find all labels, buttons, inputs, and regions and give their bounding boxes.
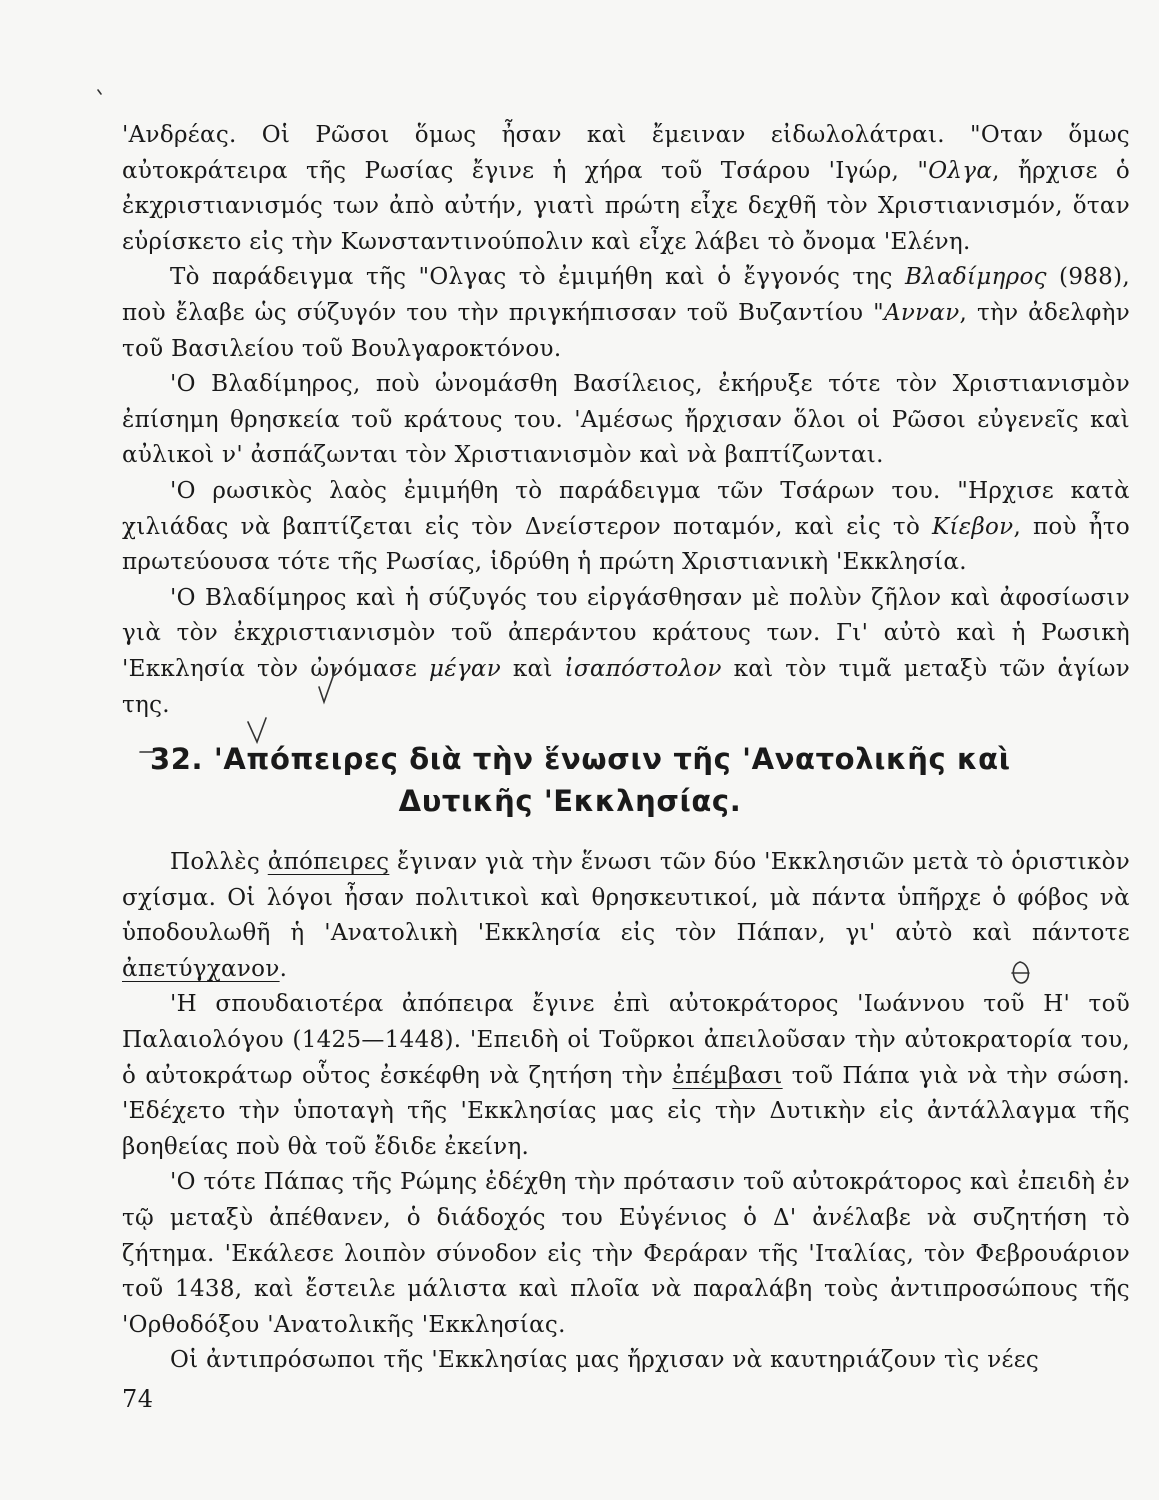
paragraph-text: Τὸ παράδειγμα τῆς "Ολγας τὸ ἐμιμήθη καὶ ὁ ἔγγονός της [170, 264, 905, 291]
italic-term: "Ολγα [917, 157, 993, 184]
paragraph-text: 'Ο τότε Πάπας τῆς Ρώμης ἐδέχθη τὴν πρότασιν τοῦ αὐτοκράτορος καὶ ἐπειδὴ ἐν τῷ μεταξὺ ἀπέθανεν, ὁ διάδοχός του Εὐγένιος ὁ Δ' ἀνέλαβε νὰ συζητήση τὸ ζήτημα. 'Εκάλεσε λοιπὸν σύνοδον εἰς τὴν Φεράραν τῆς 'Ιταλίας, τὸν Φεβρουάριον τοῦ 1438, καὶ ἔστειλε μάλιστα καὶ πλοῖα νὰ παραλάβη τοὺς ἀντιπροσώπους τῆς 'Ορθοδόξου 'Ανατολικῆς 'Εκκλησίας. [122, 1169, 1130, 1338]
paragraph-text: . [279, 955, 288, 982]
italic-term: "Ανναν [873, 299, 960, 326]
paragraph-text: ἔγιναν γιὰ τὴν ἕνωσι τῶν δύο 'Εκκλησιῶν μετὰ τὸ ὁριστικὸν σχίσμα. Οἱ λόγοι ἦσαν πολιτικοὶ καὶ θρησκευτικοί, μὰ πάντα ὑπῆρχε ὁ φόβος νὰ ὑποδουλωθῆ ἡ 'Ανατολικὴ 'Εκκλησία εἰς τὸν Πάπαν, γι' αὐτὸ καὶ πάντοτε [122, 849, 1130, 947]
paragraph-p7 [122, 987, 1130, 1165]
italic-term: Βλαδίμηρος [904, 264, 1047, 291]
paragraph-text: (988), ποὺ ἔλαβε ὡς σύζυγόν του τὴν πριγκήπισσαν τοῦ Βυζαντίου [122, 264, 1131, 326]
paragraph-p3 [122, 367, 1130, 474]
paragraph-text: , ἤρχισε ὁ ἐκχριστιανισμός των ἀπὸ αὐτήν, γιατὶ πρώτη εἶχε δεχθῆ τὸν Χριστιανισμόν, ὅταν εὑρίσκετο εἰς τὴν Κωνσταντινούπολιν καὶ εἶχε λάβει τὸ ὄνομα 'Ελένη. [122, 157, 1131, 255]
paragraph-text: Οἱ ἀντιπρόσωποι τῆς 'Εκκλησίας μας ἤρχισαν νὰ καυτηριάζουν τὶς νέες [170, 1347, 1040, 1374]
paragraph-p1 [122, 118, 1130, 260]
underlined-term: ἀπόπειρες [267, 849, 390, 875]
paragraph-text: 'Ο Βλαδίμηρος, ποὺ ὠνομάσθη Βασίλειος, ἐκήρυξε τότε τὸν Χριστιανισμὸν ἐπίσημη θρησκεία τοῦ κράτους του. 'Αμέσως ἤρχισαν ὅλοι οἱ Ρῶσοι εὐγενεῖς καὶ αὐλικοὶ ν' ἀσπάζωνται τὸν Χριστιανισμὸν καὶ νὰ βαπτίζωνται. [122, 371, 1130, 469]
paragraph-text: 'Ο ρωσικὸς λαὸς ἐμιμήθη τὸ παράδειγμα τῶν Τσάρων του. "Ηρχισε κατὰ χιλιάδας νὰ βαπτίζεται εἰς τὸν Δνείστερον ποταμόν, καὶ εἰς τὸ [122, 477, 1130, 540]
paragraph-p2 [122, 260, 1130, 367]
paragraph-p4 [122, 474, 1130, 581]
italic-term: ἰσαπόστολον [564, 655, 722, 682]
text-block-bottom [122, 845, 1130, 1379]
page-number: 74 [122, 1385, 154, 1413]
heading-number: 32. [150, 742, 204, 776]
underlined-term: ἀπετύγχανον [122, 955, 280, 982]
italic-term: Κίεβον [932, 513, 1014, 540]
heading-title-line-1: 'Απόπειρες διὰ τὴν ἕνωσιν τῆς 'Ανατολικῆς καὶ [213, 742, 1011, 776]
heading-title-line-2: Δυτικῆς 'Εκκλησίας. [398, 784, 742, 818]
heading-line-1 [150, 738, 1140, 780]
paragraph-text: καὶ [501, 655, 565, 682]
paragraph-p5 [122, 581, 1130, 723]
section-heading [150, 738, 1140, 822]
paragraph-text: 'Ο Βλαδίμηρος καὶ ἡ σύζυγός του εἰργάσθησαν μὲ πολὺν ζῆλον καὶ ἀφοσίωσιν γιὰ τὸν ἐκχριστιανισμὸν τοῦ ἀπεράντου κράτους των. Γι' αὐτὸ καὶ ἡ Ρωσικὴ 'Εκκλησία τὸν ὠνόμασε [122, 584, 1130, 682]
paragraph-p9 [122, 1343, 1130, 1379]
paragraph-text: Πολλὲς [170, 849, 268, 875]
italic-term: μέγαν [428, 655, 502, 682]
paragraph-text: , τὴν ἀδελφὴν τοῦ Βασιλείου τοῦ Βουλγαροκτόνου. [122, 299, 1131, 362]
paragraph-text: 'Η σπουδαιοτέρα ἀπόπειρα ἔγινε ἐπὶ αὐτοκράτορος 'Ιωάννου τοῦ Η' τοῦ Παλαιολόγου (1425—1448). 'Επειδὴ οἱ Τοῦρκοι ἀπειλοῦσαν τὴν αὐτοκρατορία του, ὁ αὐτοκράτωρ οὗτος ἐσκέφθη νὰ ζητήση τὴν [122, 991, 1130, 1089]
paragraph-text: 'Ανδρέας. Οἱ Ρῶσοι ὅμως ἦσαν καὶ ἔμειναν εἰδωλολάτραι. "Οταν ὅμως αὐτοκράτειρα τῆς Ρωσίας ἔγινε ἡ χήρα τοῦ Τσάρου 'Ιγώρ, [122, 122, 1130, 184]
paragraph-p6 [122, 845, 1130, 987]
underlined-term: ἐπέμβασι [672, 1062, 783, 1089]
paragraph-text: τοῦ Πάπα γιὰ νὰ τὴν σώση. 'Εδέχετο τὴν ὑποταγὴ τῆς 'Εκκλησίας μας εἰς τὴν Δυτικὴν εἰς ἀντάλλαγμα τῆς βοηθείας ποὺ θὰ τοῦ ἔδιδε ἐκείνη. [122, 1062, 1130, 1160]
text-block-top [122, 118, 1130, 723]
scan-speck-icon [98, 90, 101, 94]
paragraph-p8 [122, 1165, 1130, 1343]
paragraph-text: καὶ τὸν τιμᾶ μεταξὺ τῶν ἁγίων της. [122, 655, 1130, 718]
paragraph-text: , ποὺ ἦτο πρωτεύουσα τότε τῆς Ρωσίας, ἱδρύθη ἡ πρώτη Χριστιανικὴ 'Εκκλησία. [122, 513, 1130, 576]
